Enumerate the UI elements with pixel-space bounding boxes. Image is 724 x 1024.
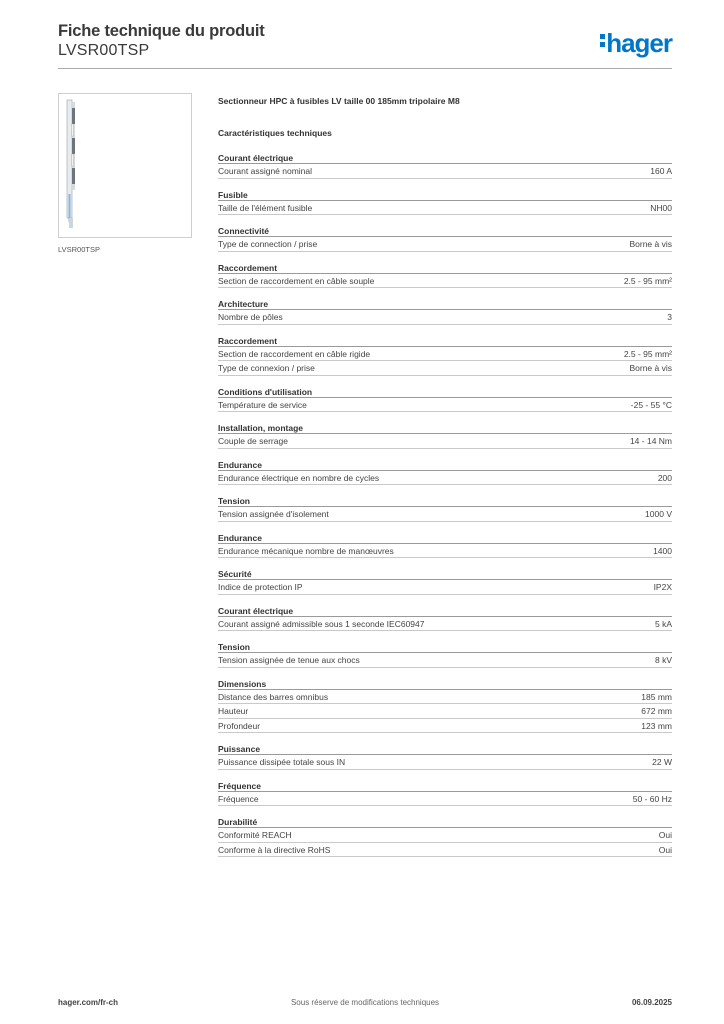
logo-colon-icon bbox=[600, 31, 606, 50]
spec-group-title: Sécurité bbox=[218, 568, 672, 580]
spec-label: Type de connection / prise bbox=[218, 239, 318, 249]
logo-text: hager bbox=[606, 28, 672, 58]
spec-value: 185 mm bbox=[641, 691, 672, 702]
page-header bbox=[58, 22, 672, 60]
spec-group-title: Installation, montage bbox=[218, 422, 672, 434]
spec-label: Taille de l'élément fusible bbox=[218, 202, 313, 213]
spec-row bbox=[218, 828, 672, 843]
spec-group-title: Dimensions bbox=[218, 678, 672, 690]
spec-group bbox=[218, 568, 672, 595]
spec-row bbox=[218, 704, 672, 719]
spec-row bbox=[218, 201, 672, 216]
spec-group-title: Conditions d'utilisation bbox=[218, 386, 672, 398]
spec-label: Conforme à la directive RoHS bbox=[218, 844, 331, 855]
spec-group-title: Courant électrique bbox=[218, 605, 672, 617]
spec-label: Profondeur bbox=[218, 720, 261, 731]
spec-group bbox=[218, 495, 672, 522]
page-title: Fiche technique du produit bbox=[58, 22, 265, 40]
product-image bbox=[58, 93, 192, 238]
spec-value: Oui bbox=[658, 844, 672, 855]
spec-label: Courant assigné nominal bbox=[218, 166, 313, 176]
spec-row bbox=[218, 237, 672, 252]
spec-group-title: Puissance bbox=[218, 743, 672, 755]
spec-row bbox=[218, 347, 672, 362]
spec-row bbox=[218, 719, 672, 734]
spec-label: Conformité REACH bbox=[218, 830, 292, 840]
product-reference: LVSR00TSP bbox=[58, 42, 150, 59]
spec-group-title: Raccordement bbox=[218, 335, 672, 347]
spec-group-title: Fusible bbox=[218, 189, 672, 201]
spec-group bbox=[218, 678, 672, 734]
spec-value: 3 bbox=[667, 312, 672, 322]
spec-value: NH00 bbox=[650, 202, 672, 213]
spec-group-title: Durabilité bbox=[218, 816, 672, 828]
spec-value: 50 - 60 Hz bbox=[632, 793, 672, 804]
fuse-switch-disconnector-image bbox=[59, 94, 191, 237]
spec-group bbox=[218, 743, 672, 770]
spec-row bbox=[218, 310, 672, 325]
spec-row bbox=[218, 755, 672, 770]
spec-group bbox=[218, 780, 672, 807]
spec-label: Puissance dissipée totale sous IN bbox=[218, 757, 346, 767]
spec-group-title: Endurance bbox=[218, 459, 672, 471]
spec-value: 2.5 - 95 mm² bbox=[623, 275, 672, 286]
spec-group-title: Architecture bbox=[218, 298, 672, 310]
spec-row bbox=[218, 471, 672, 486]
spec-label: Distance des barres omnibus bbox=[218, 691, 329, 702]
spec-value: 1400 bbox=[653, 545, 672, 556]
spec-group-title: Fréquence bbox=[218, 780, 672, 792]
spec-group-title: Tension bbox=[218, 495, 672, 507]
spec-group bbox=[218, 422, 672, 449]
spec-group-title: Endurance bbox=[218, 532, 672, 544]
spec-label: Température de service bbox=[218, 399, 307, 410]
hager-logo bbox=[600, 28, 672, 59]
header-divider bbox=[58, 68, 672, 69]
spec-row bbox=[218, 507, 672, 522]
footer-website-link[interactable]: hager.com/fr-ch bbox=[58, 998, 119, 1007]
spec-row bbox=[218, 164, 672, 179]
spec-value: -25 - 55 °C bbox=[630, 399, 672, 410]
spec-value: 22 W bbox=[652, 757, 672, 767]
spec-label: Endurance mécanique nombre de manœuvres bbox=[218, 545, 394, 556]
spec-group-title: Raccordement bbox=[218, 262, 672, 274]
spec-value: 672 mm bbox=[641, 706, 672, 716]
spec-row bbox=[218, 690, 672, 705]
spec-value: 2.5 - 95 mm² bbox=[623, 348, 672, 359]
spec-group bbox=[218, 816, 672, 857]
spec-group bbox=[218, 225, 672, 252]
spec-group-title: Connectivité bbox=[218, 225, 672, 237]
spec-row bbox=[218, 434, 672, 449]
spec-group bbox=[218, 459, 672, 486]
product-description: Sectionneur HPC à fusibles LV taille 00 185mm tripolaire M8 bbox=[218, 96, 460, 106]
spec-groups bbox=[218, 152, 672, 857]
spec-group-title: Tension bbox=[218, 641, 672, 653]
spec-row bbox=[218, 361, 672, 376]
spec-group bbox=[218, 335, 672, 376]
spec-value: Oui bbox=[658, 830, 672, 840]
spec-group bbox=[218, 298, 672, 325]
spec-label: Indice de protection IP bbox=[218, 582, 303, 592]
spec-label: Tension assignée d'isolement bbox=[218, 509, 329, 519]
spec-value: 14 - 14 Nm bbox=[629, 436, 672, 446]
footer-disclaimer: Sous réserve de modifications techniques bbox=[290, 998, 440, 1007]
spec-row bbox=[218, 398, 672, 413]
spec-label: Tension assignée de tenue aux chocs bbox=[218, 655, 360, 665]
spec-group-title: Courant électrique bbox=[218, 152, 672, 164]
spec-value: 1000 V bbox=[645, 509, 672, 519]
spec-label: Section de raccordement en câble rigide bbox=[218, 348, 371, 359]
spec-value: 8 kV bbox=[654, 655, 672, 665]
spec-row bbox=[218, 843, 672, 858]
spec-label: Section de raccordement en câble souple bbox=[218, 275, 375, 286]
spec-value: 200 bbox=[657, 472, 672, 483]
spec-label: Type de connexion / prise bbox=[218, 363, 315, 373]
spec-value: Borne à vis bbox=[629, 239, 672, 249]
spec-row bbox=[218, 274, 672, 289]
spec-row bbox=[218, 580, 672, 595]
spec-row bbox=[218, 792, 672, 807]
spec-row bbox=[218, 653, 672, 668]
spec-row bbox=[218, 617, 672, 632]
spec-value: 123 mm bbox=[641, 720, 672, 731]
spec-group bbox=[218, 386, 672, 413]
spec-group bbox=[218, 605, 672, 632]
specifications bbox=[218, 96, 672, 857]
spec-value: IP2X bbox=[653, 582, 672, 592]
spec-group bbox=[218, 189, 672, 216]
spec-label: Hauteur bbox=[218, 706, 249, 716]
spec-label: Couple de serrage bbox=[218, 436, 288, 446]
spec-label: Endurance électrique en nombre de cycles bbox=[218, 472, 380, 483]
spec-label: Nombre de pôles bbox=[218, 312, 283, 322]
spec-group bbox=[218, 262, 672, 289]
footer-date: 06.09.2025 bbox=[631, 998, 672, 1007]
spec-group bbox=[218, 152, 672, 179]
section-title: Caractéristiques techniques bbox=[218, 128, 332, 138]
spec-row bbox=[218, 544, 672, 559]
spec-value: Borne à vis bbox=[629, 363, 672, 373]
spec-value: 5 kA bbox=[654, 618, 672, 629]
spec-label: Fréquence bbox=[218, 793, 259, 804]
spec-group bbox=[218, 532, 672, 559]
image-caption: LVSR00TSP bbox=[58, 245, 100, 254]
spec-group bbox=[218, 641, 672, 668]
spec-label: Courant assigné admissible sous 1 seconde IEC60947 bbox=[218, 618, 425, 629]
spec-value: 160 A bbox=[650, 166, 672, 176]
